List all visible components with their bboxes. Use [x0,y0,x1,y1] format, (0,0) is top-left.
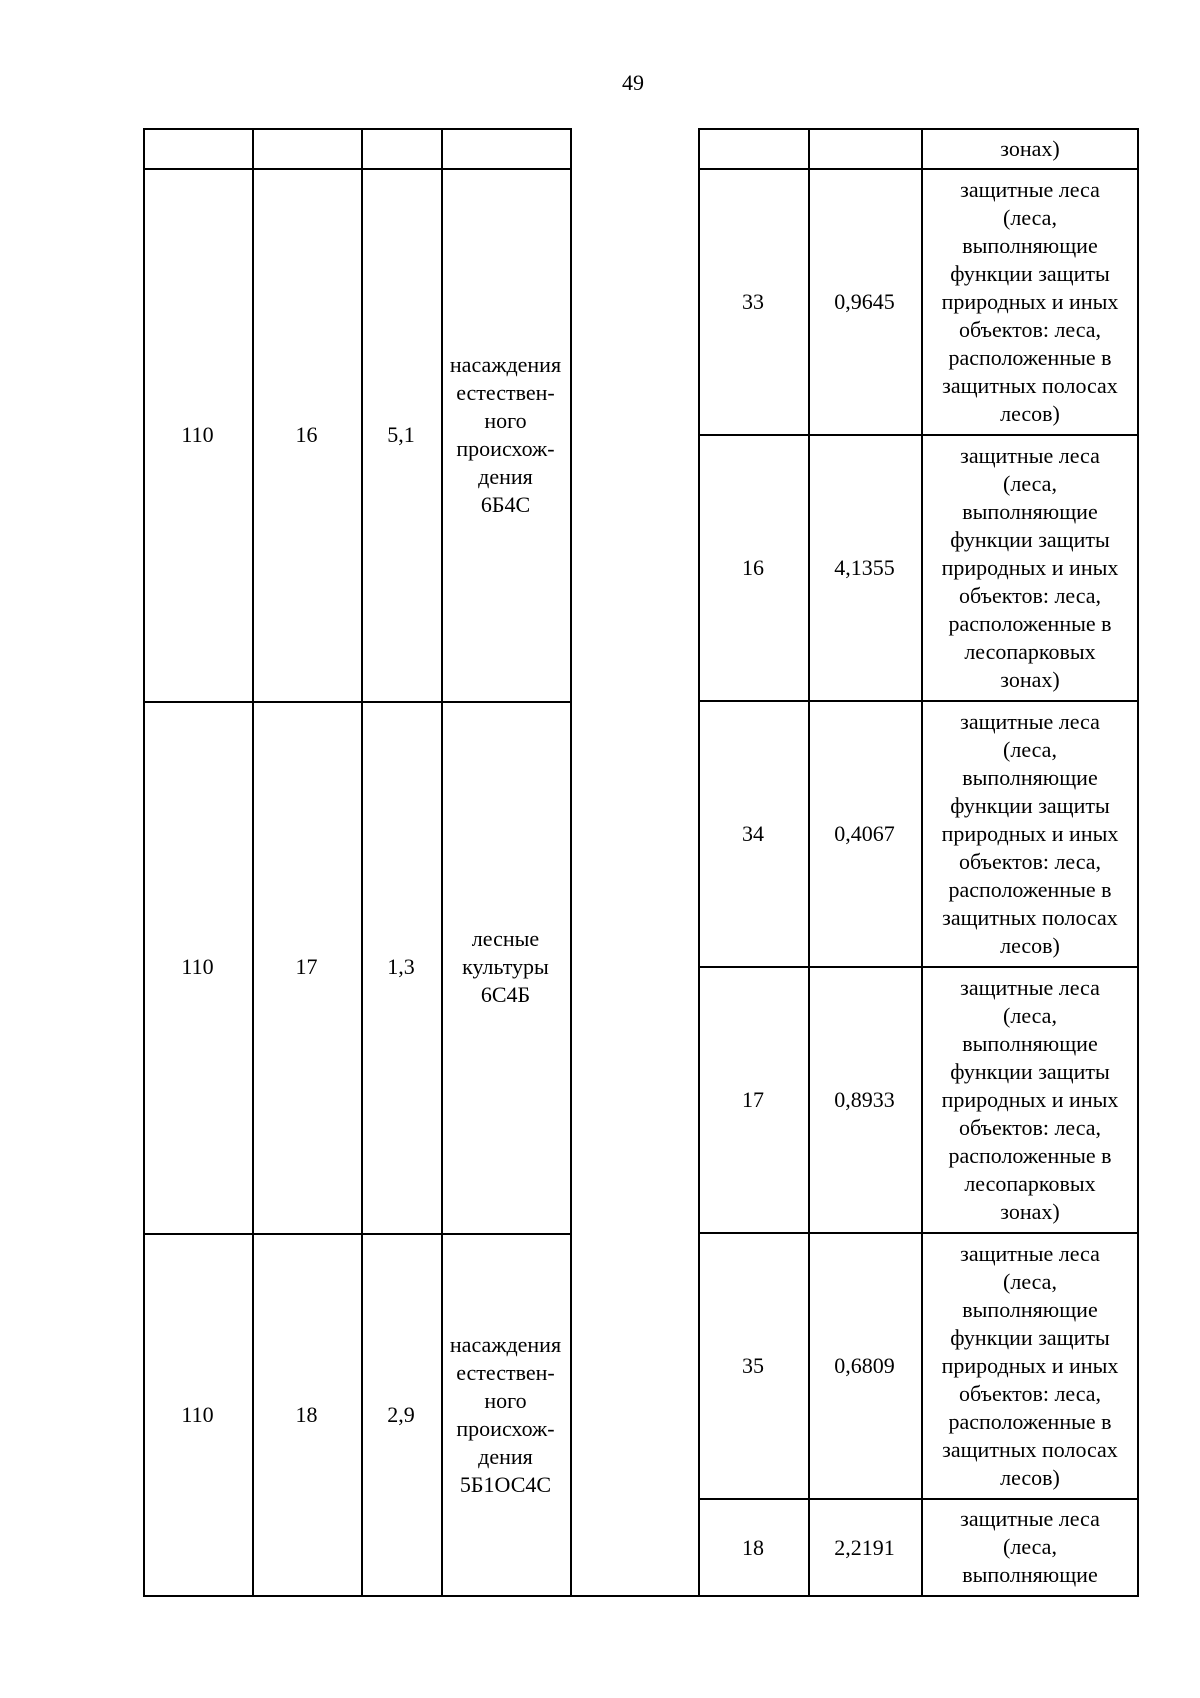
type-text: защитные леса (леса, выполняющие функции защиты природных и иных объектов: леса, расположенные в лесопарковых зонах) [941,975,1119,1224]
group-1-description [441,169,570,701]
vydel-text: 16 [295,422,318,447]
value-text: 2,2191 [834,1535,895,1560]
row-5-type [921,1233,1139,1499]
type-text: защитные леса (леса, выполняющие функции защиты природных и иных объектов: леса, расположенные в защитных полосах лесов) [941,709,1119,958]
header-type-text: зонах) [1000,135,1060,161]
kvartal-text: 110 [181,954,214,979]
number-text: 35 [742,1353,764,1378]
grid-line [143,128,570,130]
row-6-value [808,1499,921,1597]
row-3-number [698,701,808,967]
vydel-text: 17 [295,954,318,979]
group-1-vydel [252,169,361,701]
number-text: 16 [742,555,764,580]
row-3-value [808,701,921,967]
row-5-value [808,1233,921,1499]
group-1-area [361,169,441,701]
area-text: 5,1 [387,422,415,447]
row-2-type [921,435,1139,701]
group-2-kvartal [143,701,252,1233]
row-2-value [808,435,921,701]
number-text: 17 [742,1087,764,1112]
value-text: 0,8933 [834,1087,895,1112]
group-2-vydel [252,701,361,1233]
group-3-description [441,1233,570,1597]
data-table [143,128,1139,1597]
group-3-kvartal [143,1233,252,1597]
group-2-area [361,701,441,1233]
type-text: защитные леса (леса, выполняющие функции защиты природных и иных объектов: леса, расположенные в защитных полосах лесов) [941,177,1119,426]
page-number: 49 [622,70,644,95]
header-type-cell [921,128,1139,169]
row-4-value [808,967,921,1233]
group-3-vydel [252,1233,361,1597]
value-text: 0,4067 [834,821,895,846]
kvartal-text: 110 [181,1402,214,1427]
row-6-number [698,1499,808,1597]
row-6-type [921,1499,1139,1597]
value-text: 0,6809 [834,1353,895,1378]
vydel-text: 18 [295,1402,318,1427]
description-text: насаждения естествен- ного происхож- дения 6Б4С [449,352,562,517]
row-1-type [921,169,1139,435]
description-text: лесные культуры 6С4Б [462,926,549,1007]
type-text: защитные леса (леса, выполняющие [960,1506,1100,1587]
row-4-type [921,967,1139,1233]
number-text: 18 [742,1535,764,1560]
row-1-value [808,169,921,435]
row-5-number [698,1233,808,1499]
type-text: защитные леса (леса, выполняющие функции защиты природных и иных объектов: леса, расположенные в лесопарковых зонах) [941,443,1119,692]
type-text: защитные леса (леса, выполняющие функции защиты природных и иных объектов: леса, расположенные в защитных полосах лесов) [941,1241,1119,1490]
row-3-type [921,701,1139,967]
kvartal-text: 110 [181,422,214,447]
row-4-number [698,967,808,1233]
area-text: 1,3 [387,954,415,979]
number-text: 33 [742,289,764,314]
group-3-area [361,1233,441,1597]
area-text: 2,9 [387,1402,415,1427]
row-1-number [698,169,808,435]
row-2-number [698,435,808,701]
grid-line [570,128,572,1597]
description-text: насаждения естествен- ного происхож- дения 5Б1ОС4С [449,1332,562,1497]
value-text: 4,1355 [834,555,895,580]
group-2-description [441,701,570,1233]
group-1-kvartal [143,169,252,701]
value-text: 0,9645 [834,289,895,314]
number-text: 34 [742,821,764,846]
